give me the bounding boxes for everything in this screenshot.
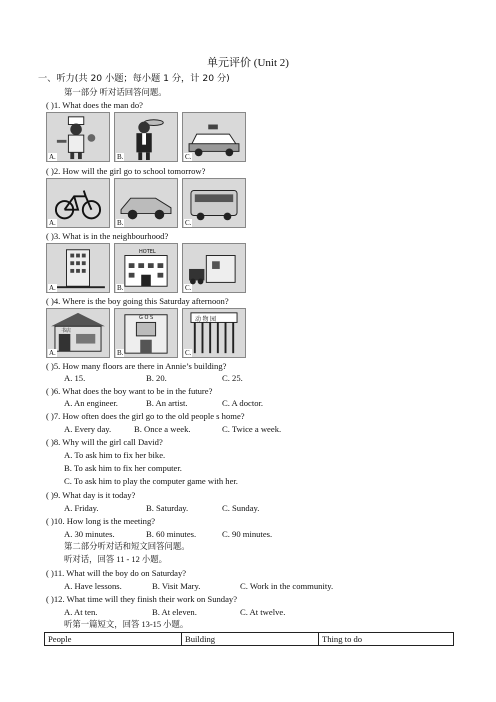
- option-b-label: B.: [117, 284, 124, 292]
- picture-waiter: [114, 112, 178, 162]
- q6-option-a: A. An engineer.: [64, 398, 118, 408]
- q10-option-b: B. 60 minutes.: [146, 529, 197, 539]
- hotel-sign: HOTEL: [139, 249, 156, 255]
- question-1-pictures: [46, 112, 250, 162]
- question-4: ( )4. Where is the boy going this Saturday afternoon?: [46, 296, 229, 306]
- option-c-label: C.: [185, 284, 192, 292]
- q8-option-b: B. To ask him to fix her computer.: [64, 463, 182, 473]
- part-two-passage-instruction: 听第一篇短文，回答 13-15 小题。: [64, 620, 189, 629]
- q7-option-a: A. Every day.: [64, 424, 112, 434]
- q7-option-b: B. Once a week.: [134, 424, 191, 434]
- q6-option-b: B. An artist.: [146, 398, 188, 408]
- q5-option-c: C. 25.: [222, 373, 243, 383]
- option-a-label: A.: [49, 349, 56, 357]
- q9-option-a: A. Friday.: [64, 503, 99, 513]
- question-8: ( )8. Why will the girl call David?: [46, 437, 163, 447]
- q8-option-c: C. To ask him to play the computer game with her.: [64, 476, 238, 486]
- q10-option-a: A. 30 minutes.: [64, 529, 115, 539]
- picture-office-building: [46, 243, 110, 293]
- q11-option-c: C. Work in the community.: [240, 581, 334, 591]
- question-2-pictures: [46, 178, 250, 228]
- option-c-label: C.: [185, 219, 192, 227]
- question-1: ( )1. What does the man do?: [46, 100, 143, 110]
- q12-option-a: A. At ten.: [64, 607, 98, 617]
- q5-option-b: B. 20.: [146, 373, 167, 383]
- question-3-pictures: [46, 243, 250, 293]
- table-header-building: Building: [182, 633, 319, 646]
- answer-table: [44, 632, 454, 646]
- picture-cook: [46, 112, 110, 162]
- picture-bus: [182, 178, 246, 228]
- picture-zoo: [182, 308, 246, 358]
- picture-car: [114, 178, 178, 228]
- question-10: ( )10. How long is the meeting?: [46, 516, 156, 526]
- question-2: ( )2. How will the girl go to school tomorrow?: [46, 166, 206, 176]
- option-b-label: B.: [117, 349, 124, 357]
- picture-taxi: [182, 112, 246, 162]
- section-listening-heading: 一、听力(共 20 小题；每小题 1 分，计 20 分): [38, 73, 230, 84]
- option-c-label: C.: [185, 153, 192, 161]
- option-b-label: B.: [117, 219, 124, 227]
- question-6: ( )6. What does the boy want to be in the future?: [46, 386, 213, 396]
- q6-option-c: C. A doctor.: [222, 398, 264, 408]
- bookshop-sign: 书店: [61, 329, 72, 334]
- question-12: ( )12. What time will they finish their work on Sunday?: [46, 594, 238, 604]
- question-3: ( )3. What is in the neighbourhood?: [46, 231, 169, 241]
- picture-school-building: [114, 308, 178, 358]
- option-a-label: A.: [49, 284, 56, 292]
- page-title: 单元评价 (Unit 2): [207, 57, 289, 69]
- q5-option-a: A. 15.: [64, 373, 86, 383]
- question-9: ( )9. What day is it today?: [46, 490, 136, 500]
- question-11: ( )11. What will the boy do on Saturday?: [46, 568, 187, 578]
- building-sign: G O S: [139, 315, 154, 321]
- part-one-instruction: 第一部分 听对话回答问题。: [64, 88, 167, 97]
- q12-option-b: B. At eleven.: [152, 607, 197, 617]
- q12-option-c: C. At twelve.: [240, 607, 286, 617]
- option-c-label: C.: [185, 349, 192, 357]
- question-5: ( )5. How many floors are there in Annie’s building?: [46, 361, 227, 371]
- table-header-row: [45, 633, 454, 646]
- part-two-instruction: 第二部分听对话和短文回答问题。: [64, 542, 190, 551]
- picture-bike: [46, 178, 110, 228]
- q10-option-c: C. 90 minutes.: [222, 529, 273, 539]
- q9-option-b: B. Saturday.: [146, 503, 189, 513]
- table-header-thing-to-do: Thing to do: [319, 633, 454, 646]
- table-header-people: People: [45, 633, 182, 646]
- picture-street-house: [182, 243, 246, 293]
- q8-option-a: A. To ask him to fix her bike.: [64, 450, 166, 460]
- picture-hotel: [114, 243, 178, 293]
- option-a-label: A.: [49, 219, 56, 227]
- question-4-pictures: [46, 308, 250, 358]
- q9-option-c: C. Sunday.: [222, 503, 260, 513]
- q11-option-b: B. Visit Mary.: [152, 581, 201, 591]
- question-7: ( )7. How often does the girl go to the old people s home?: [46, 411, 245, 421]
- option-a-label: A.: [49, 153, 56, 161]
- q11-option-a: A. Have lessons.: [64, 581, 122, 591]
- q7-option-c: C. Twice a week.: [222, 424, 282, 434]
- part-two-sub-instruction: 听对话，回答 11 - 12 小题。: [64, 555, 167, 564]
- picture-bookshop: [46, 308, 110, 358]
- option-b-label: B.: [117, 153, 124, 161]
- zoo-sign: 动 物 园: [195, 317, 217, 323]
